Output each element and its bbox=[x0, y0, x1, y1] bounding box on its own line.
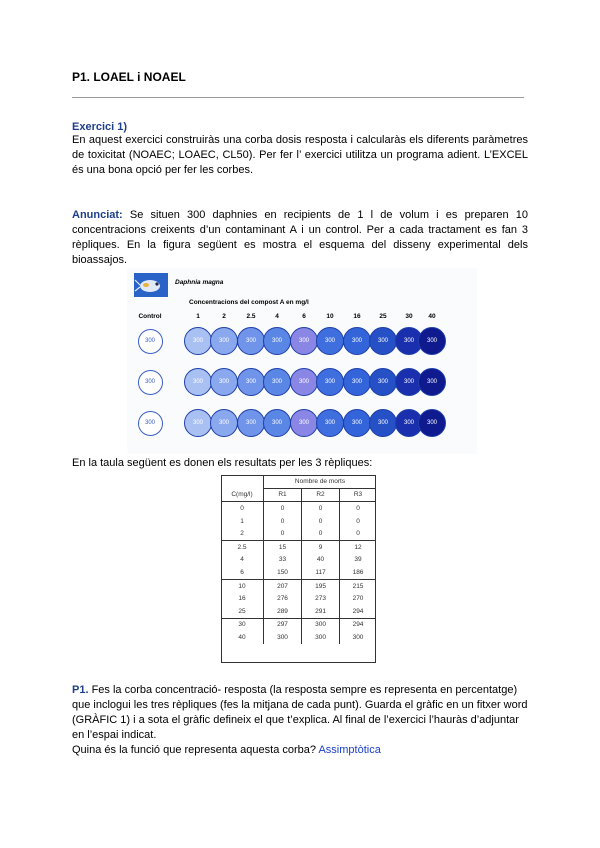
table-intro: En la taula següent es donen els resultats per les 3 rèpliques: bbox=[72, 457, 373, 469]
treatment-beaker: 300 bbox=[395, 368, 423, 396]
table-header-cell: C(mg/l) bbox=[221, 488, 264, 502]
concentration-header: 30 bbox=[405, 313, 413, 320]
concentration-header: 40 bbox=[428, 313, 436, 320]
table-row bbox=[221, 554, 376, 567]
results-table bbox=[221, 475, 376, 644]
table-cell: 207 bbox=[264, 579, 302, 592]
table-cell: 0 bbox=[264, 502, 302, 515]
table-cell: 0 bbox=[302, 502, 340, 515]
table-header-cell: R2 bbox=[302, 488, 340, 502]
treatment-beaker: 300 bbox=[184, 409, 212, 437]
table-cell: 9 bbox=[302, 540, 340, 553]
treatment-beaker: 300 bbox=[210, 409, 238, 437]
table-cell: 270 bbox=[340, 592, 376, 605]
task-label: P1. bbox=[72, 684, 89, 696]
task-paragraph bbox=[72, 683, 528, 758]
treatment-beaker: 300 bbox=[316, 409, 344, 437]
table-cell: 297 bbox=[264, 618, 302, 631]
table-cell: 10 bbox=[238, 582, 246, 590]
table-caption-row bbox=[221, 475, 376, 488]
table-cell: 2 bbox=[221, 527, 264, 540]
table-caption: Nombre de morts bbox=[264, 475, 377, 488]
table-cell: 0 bbox=[240, 504, 244, 512]
treatment-beaker: 300 bbox=[343, 368, 371, 396]
question-text: Quina és la funció que representa aquesta corba? bbox=[72, 744, 316, 756]
treatment-beaker: 300 bbox=[237, 368, 265, 396]
table-cell: 12 bbox=[340, 540, 376, 553]
table-row bbox=[221, 502, 376, 515]
table-cell: 0 bbox=[340, 502, 376, 515]
table-cell: 0 bbox=[302, 527, 340, 540]
page-title: P1. LOAEL i NOAEL bbox=[72, 70, 186, 84]
treatment-beaker: 300 bbox=[263, 327, 291, 355]
table-cell: 289 bbox=[264, 605, 302, 618]
table-cell: 150 bbox=[264, 566, 302, 579]
statement-text: Se situen 300 daphnies en recipients de 1 l de volum i es preparen 10 concentracions creixents d’un contaminant A i un control. Per a cada tractament es fan 3 rèpliques. En la figura següent es mostra el esquema del disseny experimental dels bioassajos. bbox=[72, 209, 528, 266]
table-cell: 30 bbox=[238, 621, 246, 629]
table-cell: 117 bbox=[302, 566, 340, 579]
concentration-header: 6 bbox=[302, 313, 306, 320]
treatment-beaker: 300 bbox=[210, 327, 238, 355]
daphnia-icon bbox=[134, 273, 168, 297]
caption-blank-cell bbox=[221, 475, 264, 488]
treatment-beaker: 300 bbox=[184, 368, 212, 396]
treatment-beaker: 300 bbox=[418, 327, 446, 355]
table-cell: 276 bbox=[264, 592, 302, 605]
treatment-beaker: 300 bbox=[395, 327, 423, 355]
table-row bbox=[221, 592, 376, 605]
statement-label: Anunciat: bbox=[72, 209, 123, 221]
table-cell: 195 bbox=[302, 579, 340, 592]
table-cell: 0 bbox=[264, 515, 302, 528]
control-beaker: 300 bbox=[138, 370, 163, 395]
table-header-cell: R1 bbox=[264, 488, 302, 502]
table-cell: 33 bbox=[264, 554, 302, 567]
table-cell: 2.5 bbox=[237, 543, 247, 551]
table-cell: 1 bbox=[240, 517, 244, 525]
table-cell: 0 bbox=[302, 515, 340, 528]
treatment-beaker: 300 bbox=[369, 409, 397, 437]
exercise-paragraph: En aquest exercici construiràs una corba dosis resposta i calcularàs els diferents paràmetres de toxicitat (NOAEC; LOAEC, CL50). Per fer l’ exercici utilitza un programa adient. L’EXCEL és una bona opció per fer les corbes. bbox=[72, 134, 528, 176]
treatment-beaker: 300 bbox=[418, 368, 446, 396]
treatment-beaker: 300 bbox=[237, 327, 265, 355]
table-cell: 291 bbox=[302, 605, 340, 618]
experimental-design-figure bbox=[127, 268, 477, 454]
table-row bbox=[221, 527, 376, 540]
table-cell: 294 bbox=[340, 618, 376, 631]
table-cell: 16 bbox=[238, 595, 246, 603]
treatment-beaker: 300 bbox=[369, 368, 397, 396]
statement-paragraph bbox=[72, 208, 528, 268]
treatment-beaker: 300 bbox=[184, 327, 212, 355]
answer-text: Assimptòtica bbox=[318, 744, 381, 756]
concentration-header: 2.5 bbox=[246, 313, 256, 320]
table-header-row bbox=[221, 488, 376, 502]
table-cell: 0 bbox=[340, 515, 376, 528]
table-row bbox=[221, 566, 376, 579]
treatment-beaker: 300 bbox=[263, 409, 291, 437]
concentration-header: 10 bbox=[326, 313, 334, 320]
table-row bbox=[221, 540, 376, 553]
treatment-beaker: 300 bbox=[395, 409, 423, 437]
table-cell: 215 bbox=[340, 579, 376, 592]
table-cell: 25 bbox=[221, 605, 264, 618]
title-divider bbox=[72, 97, 524, 98]
species-label: Daphnia magna bbox=[175, 279, 224, 286]
table-cell: 39 bbox=[340, 554, 376, 567]
table-row bbox=[221, 579, 376, 592]
table-cell: 186 bbox=[340, 566, 376, 579]
treatment-beaker: 300 bbox=[290, 327, 318, 355]
concentration-header: 16 bbox=[353, 313, 361, 320]
table-cell: 0 bbox=[340, 527, 376, 540]
control-beaker: 300 bbox=[138, 411, 163, 436]
table-cell: 40 bbox=[302, 554, 340, 567]
treatment-beaker: 300 bbox=[316, 327, 344, 355]
treatment-beaker: 300 bbox=[237, 409, 265, 437]
control-header: Control bbox=[138, 313, 162, 320]
table-cell: 300 bbox=[302, 618, 340, 631]
table-cell: 300 bbox=[302, 631, 340, 644]
table-cell: 15 bbox=[264, 540, 302, 553]
treatment-beaker: 300 bbox=[290, 368, 318, 396]
concentration-header: 25 bbox=[379, 313, 387, 320]
table-cell: 300 bbox=[264, 631, 302, 644]
treatment-beaker: 300 bbox=[290, 409, 318, 437]
task-text: Fes la corba concentració- resposta (la resposta sempre es representa en percentatge) que inclogui les tres rèpliques (fes la mitjana de cada punt). Guarda el gràfic en un fitxer word (GRÀFIC 1) i a sota el gràfic defineix el que t’explica. Al final de l’exercici l’hauràs d’adjuntar en l’espai indicat. bbox=[72, 684, 528, 741]
treatment-beaker: 300 bbox=[263, 368, 291, 396]
treatment-beaker: 300 bbox=[418, 409, 446, 437]
concentration-header: 4 bbox=[275, 313, 279, 320]
table-cell: 40 bbox=[238, 633, 246, 641]
exercise-heading: Exercici 1) bbox=[72, 121, 128, 133]
table-cell: 6 bbox=[221, 566, 264, 579]
concentrations-subtitle: Concentracions del compost A en mg/l bbox=[189, 299, 309, 306]
treatment-beaker: 300 bbox=[343, 327, 371, 355]
concentration-header: 2 bbox=[222, 313, 226, 320]
treatment-beaker: 300 bbox=[210, 368, 238, 396]
treatment-beaker: 300 bbox=[316, 368, 344, 396]
table-cell: 0 bbox=[264, 527, 302, 540]
table-row bbox=[221, 515, 376, 528]
table-cell: 273 bbox=[302, 592, 340, 605]
table-row bbox=[221, 618, 376, 631]
table-cell: 294 bbox=[340, 605, 376, 618]
table-row bbox=[221, 605, 376, 618]
concentration-header: 1 bbox=[196, 313, 200, 320]
treatment-beaker: 300 bbox=[369, 327, 397, 355]
control-beaker: 300 bbox=[138, 329, 163, 354]
treatment-beaker: 300 bbox=[343, 409, 371, 437]
table-header-cell: R3 bbox=[340, 488, 376, 502]
table-cell: 300 bbox=[340, 631, 376, 644]
table-cell: 4 bbox=[240, 556, 244, 564]
table-row bbox=[221, 631, 376, 644]
